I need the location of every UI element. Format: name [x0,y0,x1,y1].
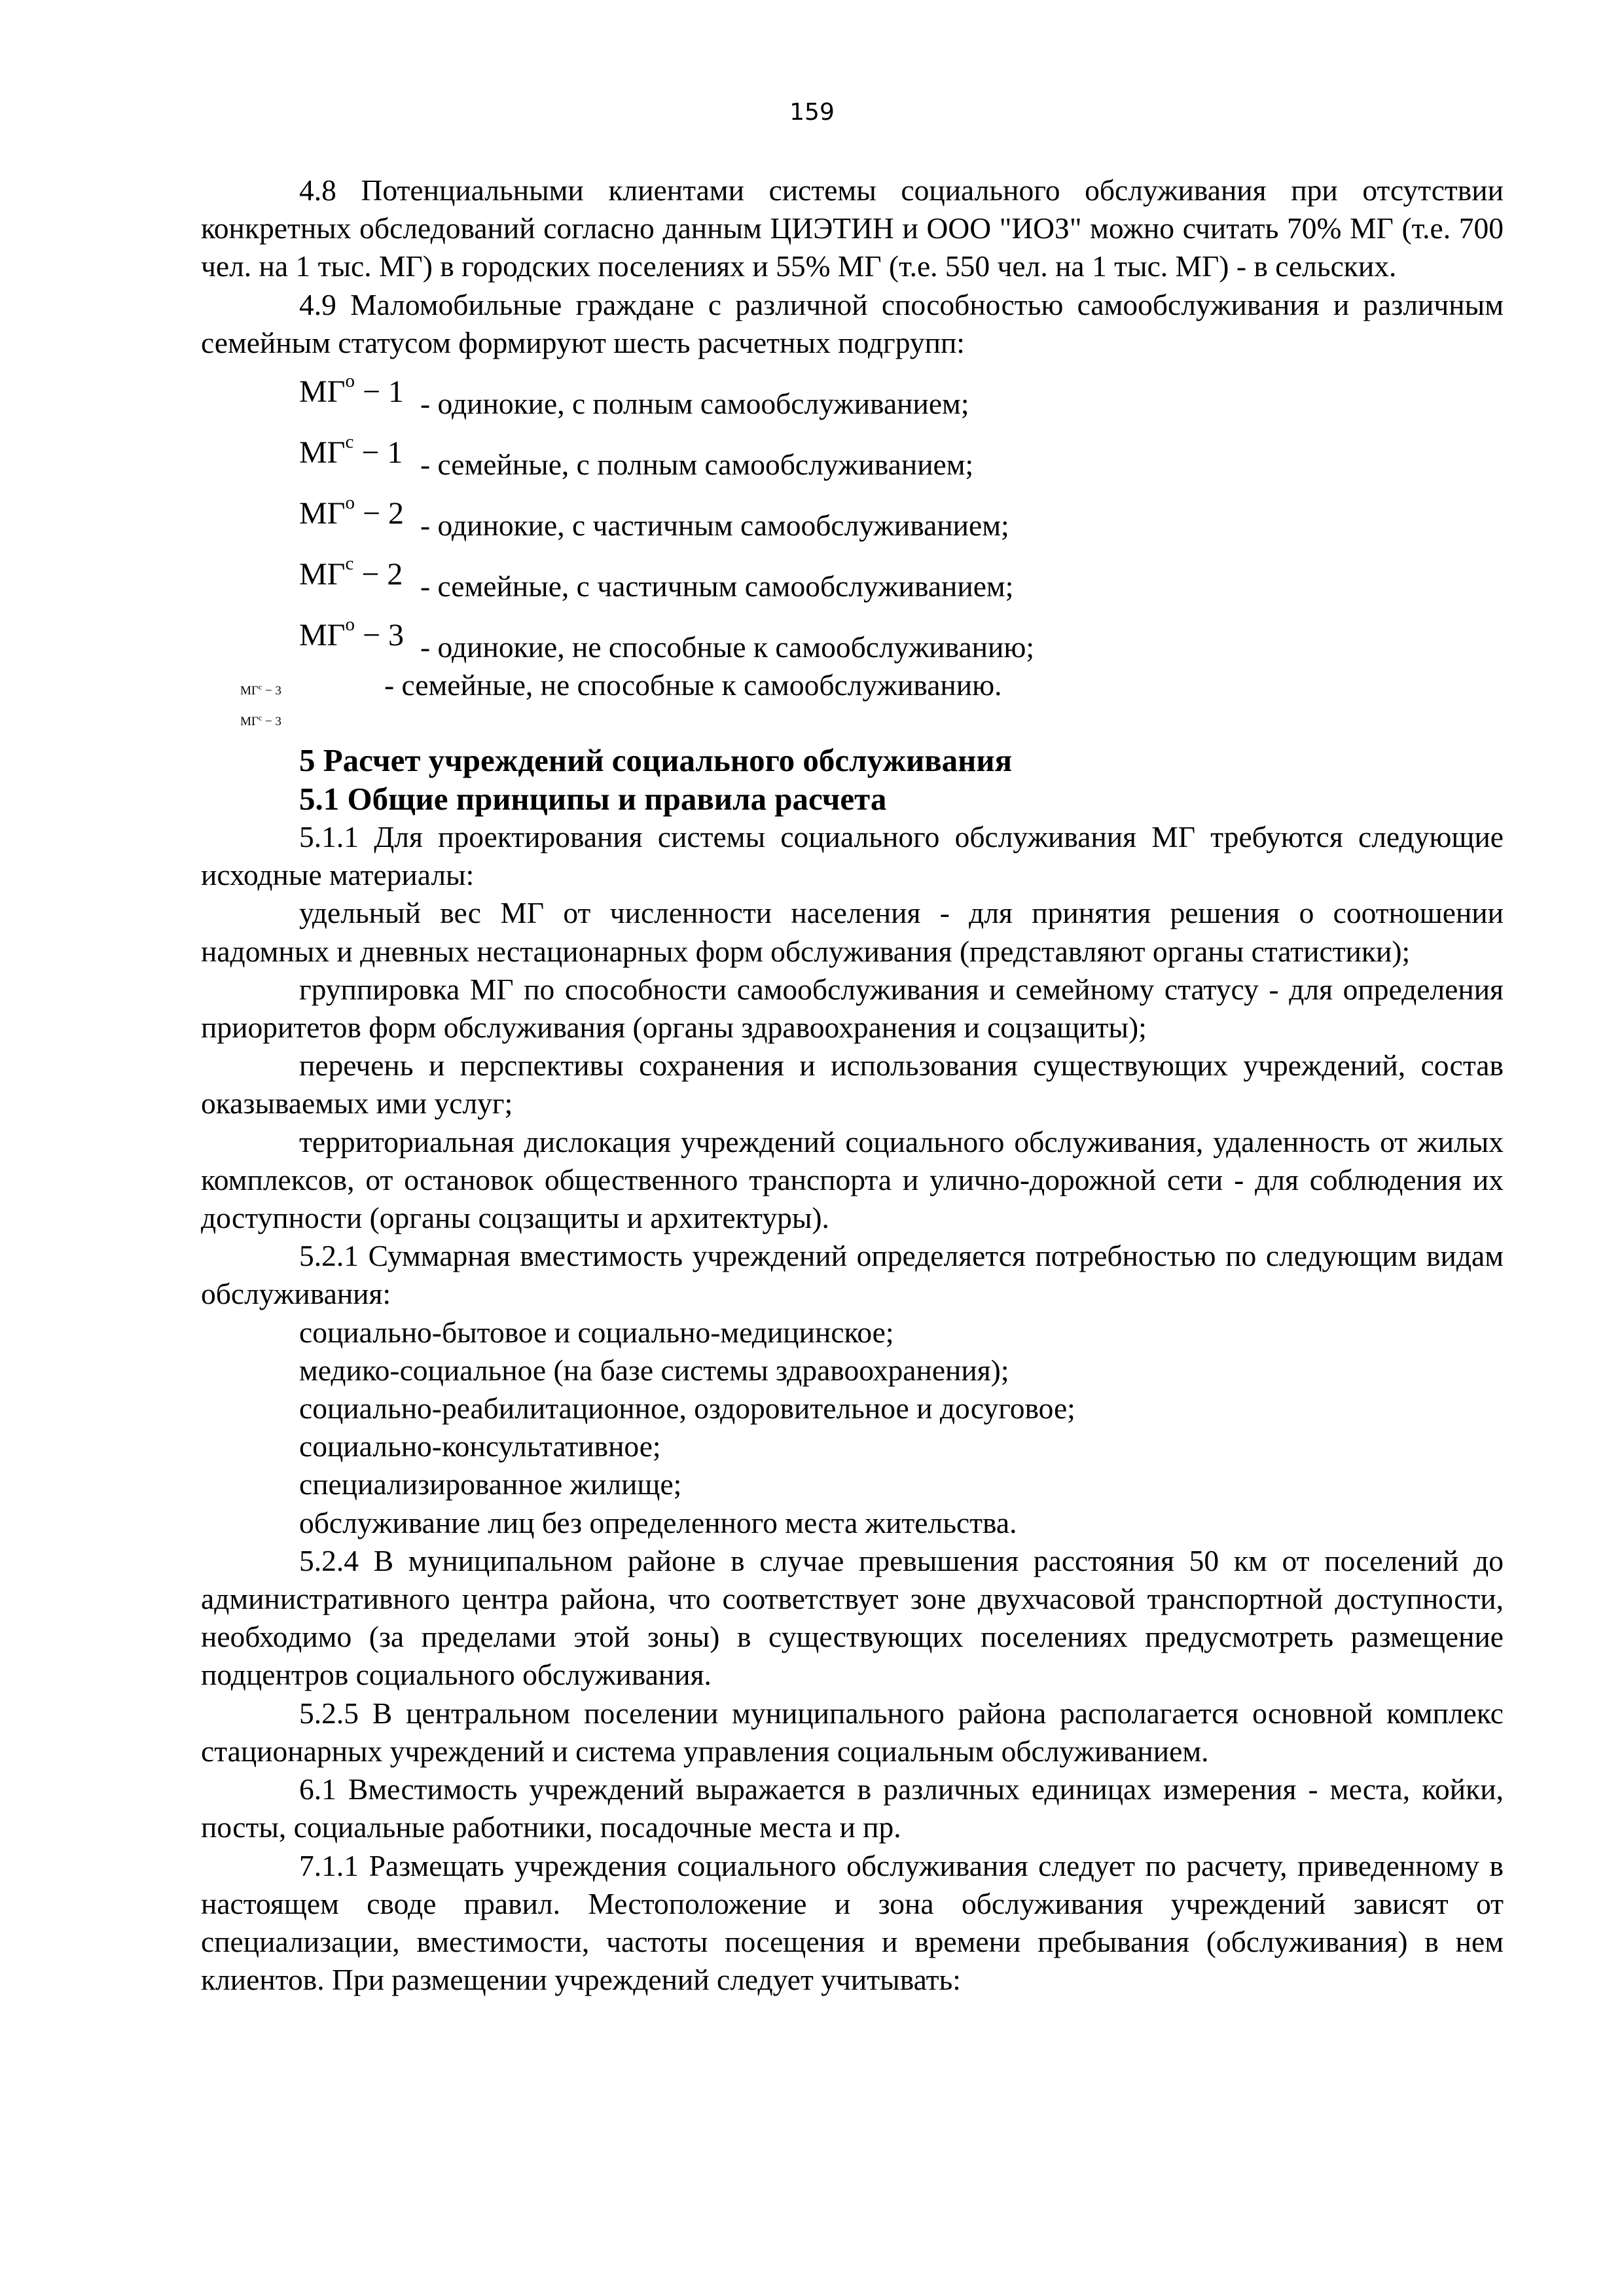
subgroup-list [201,362,1504,742]
subgroup-row [201,484,1504,545]
page-body [201,171,1504,1999]
paragraph-5-2-5: 5.2.5 В центральном поселении муниципального района располагается основной комплекс стационарных учреждений и система управления социальным обслуживанием. [201,1696,1504,1768]
paragraph-5-1-1: 5.1.1 Для проектирования системы социального обслуживания МГ требуются следующие исходные материалы: [201,820,1504,892]
subgroup-row [201,605,1504,666]
service-type-item: социально-бытовое и социально-медицинское; [299,1315,894,1349]
materials-item: группировка МГ по способности самообслуживания и семейному статусу - для определения приоритетов форм обслуживания (органы здравоохранения и соцзащиты); [201,972,1504,1045]
service-type-item: медико-социальное (на базе системы здравоохранения); [299,1353,1009,1387]
service-type-item: социально-реабилитационное, оздоровительное и досуговое; [299,1391,1075,1426]
service-type-item: обслуживание лиц без определенного места жительства. [299,1505,1017,1539]
paragraph-4-9: 4.9 Маломобильные граждане с различной способностью самообслуживания и различным семейным статусом формируют шесть расчетных подгрупп: [201,287,1504,359]
subgroup-formula: $МГ^с - 3$ [240,682,281,698]
subgroup-description: - семейные, не способные к самообслуживанию. [384,668,1002,702]
paragraph-4-8: 4.8 Потенциальными клиентами системы социального обслуживания при отсутствии конкретных обследований согласно данным ЦИЭТИН и ООО "ИОЗ" можно считать 70% МГ (т.е. 700 чел. на 1 тыс. МГ) в городских поселениях и 55% МГ (т.е. 550 чел. на 1 тыс. МГ) - в сельских. [201,173,1504,283]
subgroup-row [201,666,1504,704]
subgroup-description: - одинокие, не способные к самообслуживанию; [420,630,1035,664]
subgroup-formula: $МГ^о - 3$ [299,614,405,653]
paragraph-5-2-4: 5.2.4 В муниципальном районе в случае превышения расстояния 50 км от поселений до административного центра района, что соответствует зоне двухчасовой транспортной доступности, необходимо (за пределами этой зоны) в существующих поселениях предусмотреть размещение подцентров социального обслуживания. [201,1543,1504,1692]
subgroup-formula: $МГ^с - 2$ [299,553,403,592]
section-heading-5: 5 Расчет учреждений социального обслуживания [299,742,1013,779]
page-number: 159 [789,99,835,126]
subgroup-formula: $МГ^о - 2$ [299,492,405,531]
subgroup-trailing-formula: $МГ^с - 3$ [240,713,281,729]
paragraph-7-1-1: 7.1.1 Размещать учреждения социального обслуживания следует по расчету, приведенному в настоящем своде правил. Местоположение и зона обслуживания учреждений зависят от специализации, вместимости, частоты посещения и времени пребывания (обслуживания) в нем клиентов. При размещении учреждений следует учитывать: [201,1848,1504,1997]
materials-item: территориальная дислокация учреждений социального обслуживания, удаленность от жилых комплексов, от остановок общественного транспорта и улично-дорожной сети - для соблюдения их доступности (органы соцзащиты и архитектуры). [201,1124,1504,1235]
subgroup-row [201,362,1504,423]
subgroup-description: - семейные, с частичным самообслуживанием; [420,569,1014,603]
subgroup-row [201,423,1504,484]
subgroup-description: - семейные, с полным самообслуживанием; [420,448,974,482]
section-heading-5-1: 5.1 Общие принципы и правила расчета [299,780,887,817]
service-type-item: специализированное жилище; [299,1467,682,1501]
paragraph-5-2-1: 5.2.1 Суммарная вместимость учреждений определяется потребностью по следующим видам обслуживания: [201,1239,1504,1311]
subgroup-formula: $МГ^с - 1$ [299,431,403,471]
subgroup-description: - одинокие, с частичным самообслуживанием; [420,509,1009,543]
subgroup-formula: $МГ^о - 1$ [299,370,405,410]
materials-item: перечень и перспективы сохранения и использования существующих учреждений, состав оказываемых ими услуг; [201,1049,1504,1121]
subgroup-description: - одинокие, с полным самообслуживанием; [420,387,969,421]
subgroup-row [201,545,1504,605]
paragraph-6-1: 6.1 Вместимость учреждений выражается в различных единицах измерения - места, койки, посты, социальные работники, посадочные места и пр. [201,1772,1504,1844]
subgroup-trailing-row [201,704,1504,742]
service-type-item: социально-консультативное; [299,1429,661,1463]
materials-item: удельный вес МГ от численности населения - для принятия решения о соотношении надомных и дневных нестационарных форм обслуживания (представляют органы статистики); [201,896,1504,968]
